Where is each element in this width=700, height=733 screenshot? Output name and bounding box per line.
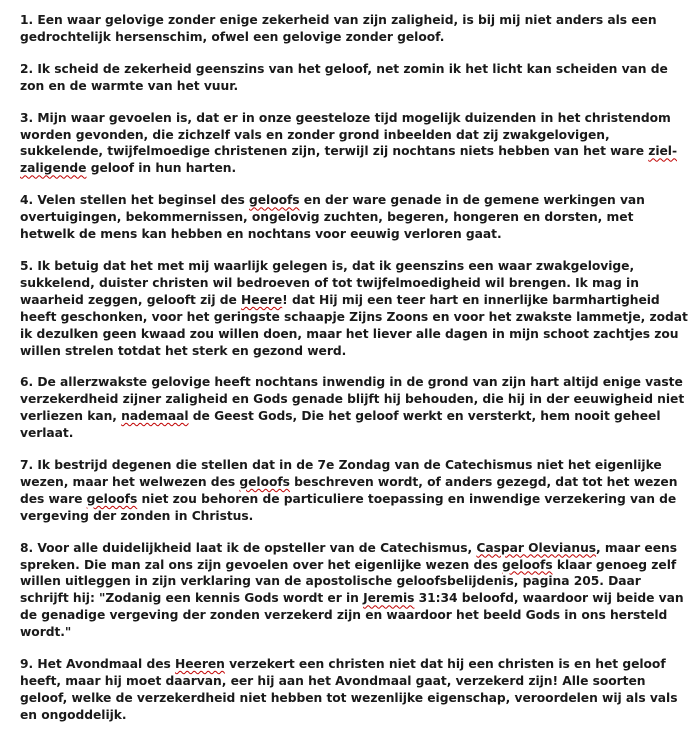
spellcheck-flagged-word: geloofs bbox=[86, 491, 138, 506]
paragraph-9 bbox=[20, 656, 692, 724]
paragraph-text: de Geest Gods, Die het geloof werkt en versterkt, hem nooit geheel verlaat. bbox=[20, 409, 661, 441]
paragraph-text: en der ware genade in de gemene werkingen van overtuigingen, bekommernissen, ongelovig zuchten, begeren, hongeren en dorsten, met hetwelk de mens kan hebben en nochtans voor eeuwig verloren gaat. bbox=[20, 193, 645, 242]
spellcheck-flagged-word: Heeren bbox=[175, 657, 225, 672]
spellcheck-flagged-word: Caspar Olevianus bbox=[476, 540, 597, 555]
paragraph-text: 6. De allerzwakste gelovige heeft nochtans inwendig in de grond van zijn hart altijd enige vaste verzekerdheid zijner zaligheid en Gods genade blijft hij behouden, die hij in der eeuwigheid niet verliezen kan, bbox=[20, 375, 685, 424]
spellcheck-flagged-word: geloofs bbox=[502, 557, 553, 572]
paragraph-5 bbox=[20, 258, 692, 359]
paragraph-text: 8. Voor alle duidelijkheid laat ik de opsteller van de Catechismus, bbox=[20, 540, 477, 555]
paragraph-text: geloof in hun harten. bbox=[86, 161, 237, 176]
paragraph-text: 5. Ik betuig dat het met mij waarlijk gelegen is, dat ik geenszins een waar zwakgelovige, sukkelend, duister christen wil bedroeven of tot twijfelmoedigheid wil brengen. Ik mag in waarheid zeggen, gelooft zij de bbox=[20, 258, 639, 307]
paragraph-text: , maar eens spreken. Die man zal ons zijn gevoelen over het eigenlijke wezen des bbox=[20, 540, 677, 572]
spellcheck-flagged-word: geloofs bbox=[239, 474, 290, 489]
paragraph-8 bbox=[20, 540, 692, 641]
paragraph-3 bbox=[20, 110, 692, 178]
paragraph-text: niet zou behoren de particuliere toepassing en inwendige verzekering van de vergeving der zonden in Christus. bbox=[20, 491, 677, 523]
paragraph-text: verzekert een christen niet dat hij een christen is en het geloof heeft, maar hij moet daarvan, eer hij aan het Avondmaal gaat, verzekerd zijn! Alle soorten geloof, welke de verzekerdheid niet hebben tot wezenlijke eigenschap, veroordelen wij als vals en ongoddelijk. bbox=[20, 657, 678, 722]
paragraph-7 bbox=[20, 457, 692, 525]
paragraph-text: 1. Een waar gelovige zonder enige zekerheid van zijn zaligheid, is bij mij niet anders als een gedrochtelijk hersenschim, ofwel een gelovige zonder geloof. bbox=[20, 13, 657, 44]
spellcheck-flagged-word: ziel-zaligende bbox=[20, 144, 677, 176]
paragraph-text: 3. Mijn waar gevoelen is, dat er in onze geesteloze tijd mogelijk duizenden in het christendom worden gevonden, die zichzelf vals en zonder grond inbeelden dat zij zwakgelovigen, sukkelende, twijfelmoedige christenen zijn, terwijl zij nochtans niets hebben van het ware bbox=[20, 110, 671, 159]
paragraph-text: 2. Ik scheid de zekerheid geenszins van het geloof, net zomin ik het licht kan scheiden van de zon en de warmte van het vuur. bbox=[20, 61, 668, 93]
paragraph-6 bbox=[20, 374, 692, 442]
spellcheck-flagged-word: Heere bbox=[241, 292, 283, 307]
paragraph-text: 31:34 beloofd, waardoor wij beide van de genadige vergeving der zonden verzekerd zijn en waardoor het beeld Gods in ons hersteld wordt." bbox=[20, 591, 684, 640]
spellcheck-flagged-word: Jeremis bbox=[363, 591, 415, 606]
spellcheck-flagged-word: nademaal bbox=[121, 409, 189, 424]
paragraph-text: 9. Het Avondmaal des bbox=[20, 657, 175, 672]
paragraph-4 bbox=[20, 192, 692, 243]
paragraph-text: 4. Velen stellen het beginsel des bbox=[20, 193, 249, 208]
paragraph-2 bbox=[20, 61, 692, 95]
paragraph-1 bbox=[20, 12, 692, 46]
paragraph-text: beschreven wordt, of anders gezegd, dat tot het wezen des ware bbox=[20, 474, 678, 506]
paragraph-text: 7. Ik bestrijd degenen die stellen dat in de 7e Zondag van de Catechismus niet het eigenlijke wezen, maar het welwezen des bbox=[20, 458, 662, 489]
paragraph-text: ! dat Hij mij een teer hart en innerlijke barmhartigheid heeft geschonken, voor het geringste schaapje Zijns Zoons en voor het zwakste lammetje, zodat ik dezulken geen kwaad zou willen doen, maar het liever alle dagen in mijn schoot zachtjes zou willen strelen totdat het sterk en gezond werd. bbox=[20, 292, 688, 358]
paragraph-text: klaar genoeg zelf willen uitleggen in zijn verklaring van de apostolische geloofsbelijdenis, pagina 205. Daar schrijft hij: "Zodanig een kennis Gods wordt er in bbox=[20, 557, 677, 606]
document-body bbox=[20, 12, 692, 724]
spellcheck-flagged-word: geloofs bbox=[249, 193, 300, 208]
